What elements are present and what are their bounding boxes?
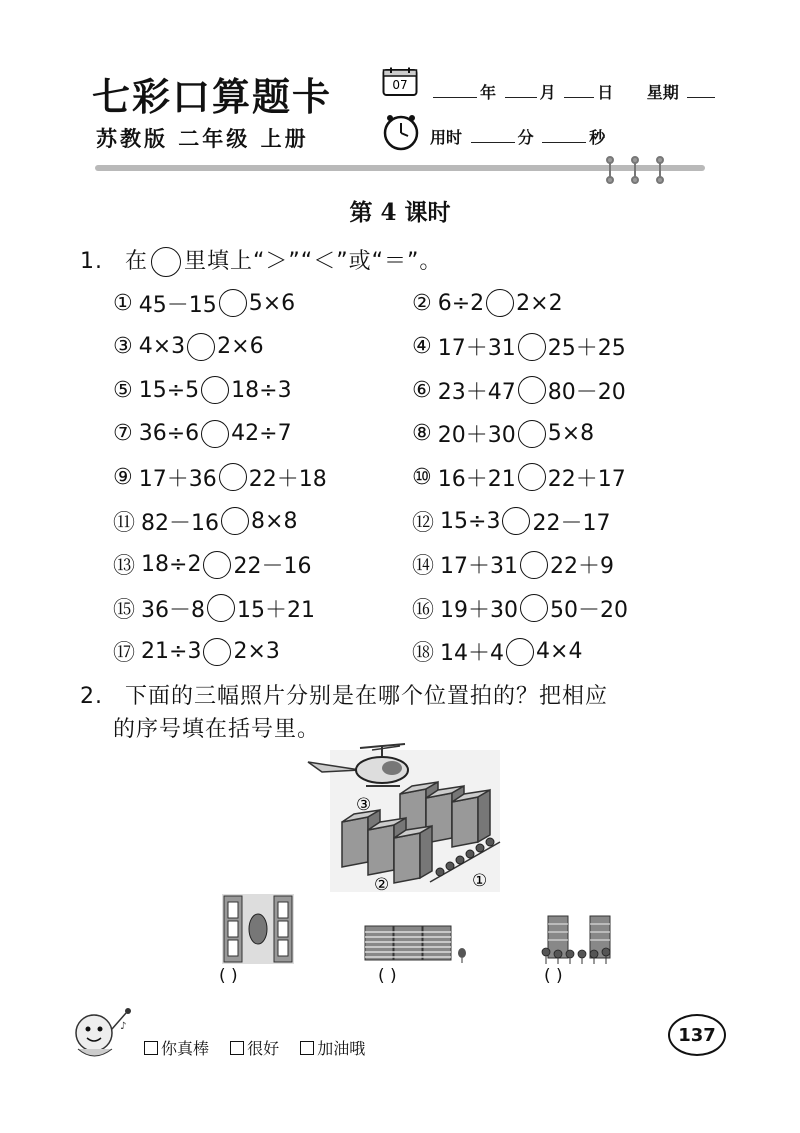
question1-prefix: 在 [125, 249, 149, 274]
left-expression: 82－16 [141, 510, 220, 536]
month-blank[interactable] [505, 83, 537, 98]
answer-circle[interactable] [518, 376, 546, 404]
compare-item [412, 286, 563, 320]
scene-label-2: ② [374, 875, 390, 892]
answer-circle[interactable] [520, 594, 548, 622]
left-expression: 16＋21 [437, 466, 516, 492]
right-expression: 22－17 [532, 510, 611, 536]
answer-circle[interactable] [201, 420, 229, 448]
item-number: ⑯ [412, 597, 435, 623]
calendar-label: 07 [392, 78, 408, 92]
date-line [430, 80, 718, 103]
question2-number: 2. [80, 684, 103, 709]
rating-label-2: 很好 [247, 1039, 280, 1058]
item-number: ⑱ [412, 641, 435, 667]
answer-circle[interactable] [520, 551, 548, 579]
answer-circle[interactable] [219, 463, 247, 491]
circle-symbol [151, 247, 181, 277]
left-expression: 36－8 [141, 597, 206, 623]
minute-blank[interactable] [471, 128, 515, 143]
clock-icon [382, 113, 420, 151]
weekday-label: 星期 [646, 83, 679, 102]
answer-circle[interactable] [518, 420, 546, 448]
question2-text-line2: 的序号填在括号里。 [113, 717, 321, 742]
right-expression: 18÷3 [231, 377, 292, 403]
item-number: ⑨ [113, 464, 133, 490]
right-expression: 50－20 [550, 597, 629, 623]
minute-label: 分 [517, 128, 534, 147]
right-expression: 42÷7 [231, 421, 292, 447]
compare-item [113, 373, 292, 407]
right-expression: 2×3 [233, 639, 280, 665]
rating-label-1: 你真棒 [161, 1039, 210, 1058]
left-expression: 18÷2 [141, 552, 202, 578]
photo-from-side [363, 924, 473, 964]
day-label: 日 [597, 83, 614, 102]
answer-circle[interactable] [201, 376, 229, 404]
left-expression: 6÷2 [437, 290, 485, 316]
year-blank[interactable] [433, 83, 477, 98]
left-expression: 17＋31 [437, 336, 516, 362]
question1-number: 1. [80, 249, 103, 274]
right-expression: 2×6 [217, 334, 264, 360]
right-expression: 22＋17 [547, 466, 626, 492]
rating-checkbox-3[interactable] [300, 1041, 314, 1055]
second-label: 秒 [589, 128, 606, 147]
question2-line1 [80, 679, 608, 710]
right-expression: 8×8 [251, 508, 298, 534]
compare-item [412, 373, 626, 407]
question2-text-line1: 下面的三幅照片分别是在哪个位置拍的？把相应 [125, 684, 609, 709]
left-expression: 15÷3 [440, 508, 501, 534]
answer-circle[interactable] [187, 333, 215, 361]
item-number: ⑭ [412, 554, 435, 580]
item-number: ⑰ [113, 641, 136, 667]
item-number: ① [113, 290, 133, 316]
answer-circle[interactable] [207, 594, 235, 622]
left-expression: 17＋31 [440, 554, 519, 580]
item-number: ⑤ [113, 377, 133, 403]
right-expression: 22＋9 [550, 554, 615, 580]
page-number: 137 [668, 1014, 726, 1056]
item-number: ⑬ [113, 554, 136, 580]
answer-circle[interactable] [502, 507, 530, 535]
svg-text:♪: ♪ [120, 1021, 127, 1032]
right-expression: 25＋25 [547, 336, 626, 362]
brand-subtitle: 苏教版 二年级 上册 [96, 127, 309, 151]
lesson-title: 第 4 课时 [349, 199, 451, 226]
month-label: 月 [539, 83, 556, 102]
scene-label-3: ③ [356, 795, 372, 815]
photo-from-helicopter [222, 894, 294, 964]
right-expression: 15＋21 [237, 597, 316, 623]
city-scene-illustration [300, 742, 505, 892]
rating-checkbox-2[interactable] [230, 1041, 244, 1055]
mascot-icon [68, 1003, 136, 1065]
answer-circle[interactable] [506, 638, 534, 666]
self-rating [144, 1036, 381, 1059]
brand-title: 七彩口算题卡 [92, 74, 333, 119]
calendar-icon [382, 67, 418, 97]
answer-circle[interactable] [486, 289, 514, 317]
right-expression: 2×2 [516, 290, 563, 316]
compare-item [412, 504, 610, 538]
compare-item [412, 548, 614, 582]
left-expression: 21÷3 [141, 639, 202, 665]
right-expression: 4×4 [536, 639, 583, 665]
divider-ornament [600, 156, 670, 184]
answer-circle[interactable] [219, 289, 247, 317]
item-number: ⑧ [412, 421, 432, 447]
right-expression: 5×8 [547, 421, 595, 447]
answer-paren-3[interactable]: ( ) [544, 966, 563, 986]
item-number: ⑩ [412, 464, 432, 490]
answer-circle[interactable] [518, 333, 546, 361]
time-used-label: 用时 [430, 128, 463, 147]
right-expression: 80－20 [547, 379, 626, 405]
item-number: ⑥ [412, 377, 432, 403]
item-number: ④ [412, 334, 432, 360]
second-blank[interactable] [542, 128, 586, 143]
rating-label-3: 加油哦 [317, 1039, 366, 1058]
question1-suffix: 里填上“＞”“＜”或“＝”。 [184, 249, 443, 274]
compare-item [412, 460, 626, 494]
item-number: ⑦ [113, 421, 133, 447]
answer-circle[interactable] [203, 638, 231, 666]
left-expression: 14＋4 [440, 641, 505, 667]
item-number: ② [412, 290, 432, 316]
compare-item [113, 504, 297, 538]
compare-item [412, 330, 626, 364]
answer-paren-2[interactable]: ( ) [378, 966, 397, 986]
left-expression: 4×3 [138, 334, 186, 360]
left-expression: 17＋36 [138, 466, 217, 492]
right-expression: 22＋18 [248, 466, 327, 492]
compare-item [412, 417, 594, 451]
item-number: ⑪ [113, 510, 136, 536]
compare-item [113, 635, 280, 669]
item-number: ③ [113, 334, 133, 360]
answer-circle[interactable] [518, 463, 546, 491]
compare-item [113, 460, 327, 494]
compare-item [113, 548, 311, 582]
right-expression: 22－16 [233, 554, 312, 580]
item-number: ⑫ [412, 510, 435, 536]
time-line [430, 125, 605, 148]
left-expression: 15÷5 [138, 377, 200, 403]
left-expression: 23＋47 [437, 379, 516, 405]
left-expression: 19＋30 [440, 597, 519, 623]
compare-item [412, 591, 628, 625]
answer-paren-1[interactable]: ( ) [219, 966, 238, 986]
photo-from-trees [540, 914, 616, 966]
item-number: ⑮ [113, 597, 136, 623]
answer-circle[interactable] [203, 551, 231, 579]
compare-item [412, 635, 582, 669]
year-label: 年 [480, 83, 497, 102]
right-expression: 5×6 [248, 290, 296, 316]
weekday-blank[interactable] [687, 83, 715, 98]
compare-item [113, 286, 295, 320]
left-expression: 20＋30 [437, 423, 516, 449]
day-blank[interactable] [564, 83, 594, 98]
question1-prompt [80, 244, 442, 277]
scene-label-1: ① [472, 871, 488, 891]
answer-circle[interactable] [221, 507, 249, 535]
rating-checkbox-1[interactable] [144, 1041, 158, 1055]
left-expression: 45－15 [138, 292, 217, 318]
compare-item [113, 417, 292, 451]
left-expression: 36÷6 [138, 421, 200, 447]
compare-item [113, 591, 315, 625]
compare-item [113, 330, 264, 364]
